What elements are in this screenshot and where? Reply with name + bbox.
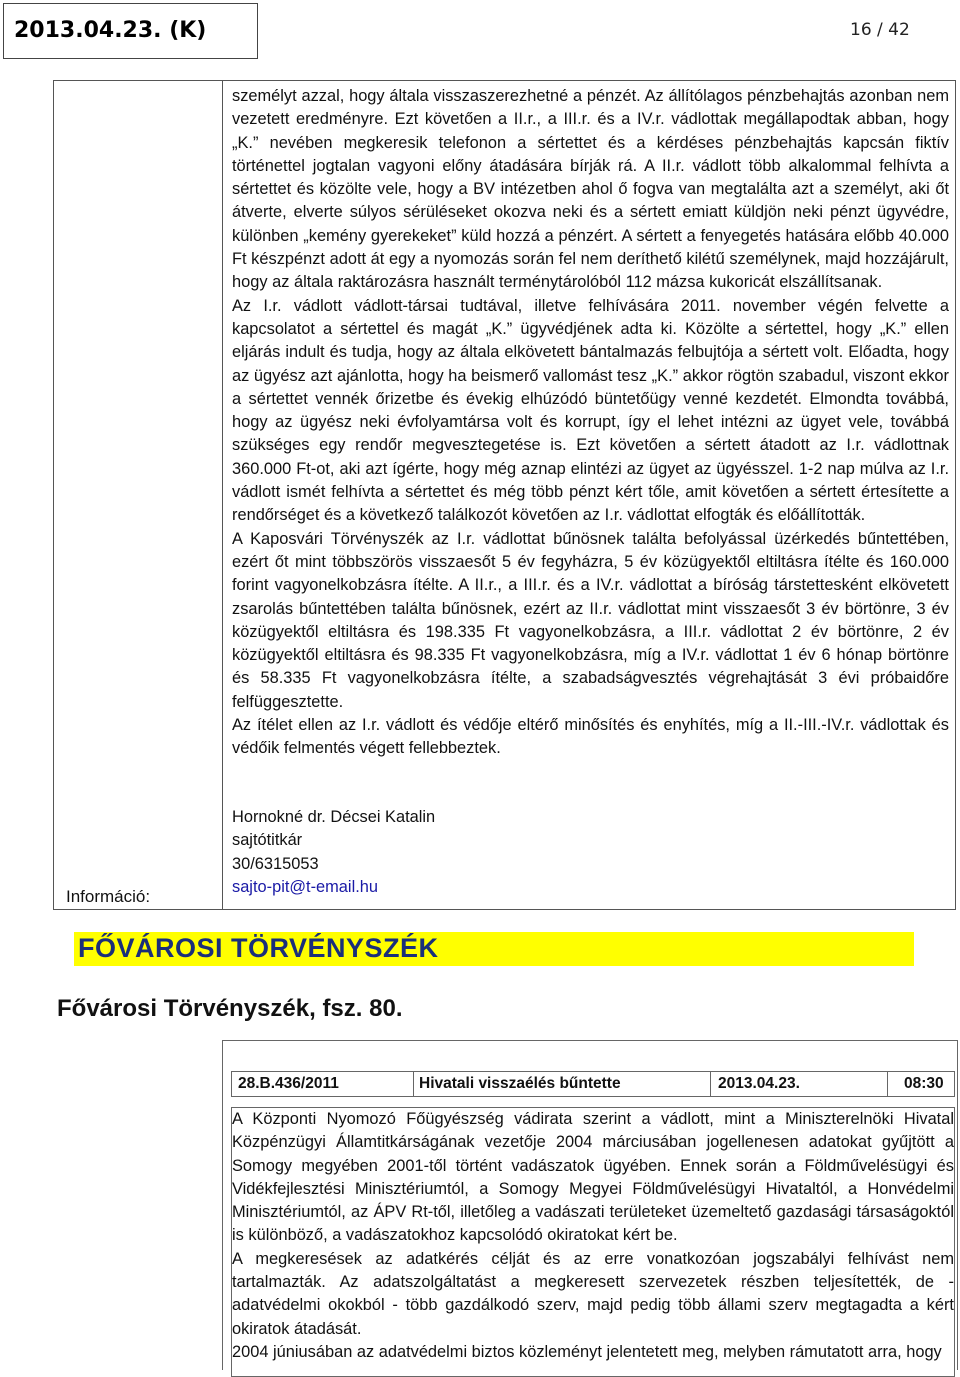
- header-date-box: [3, 3, 258, 59]
- info-label: Információ:: [66, 887, 151, 906]
- info-table: [53, 80, 956, 910]
- info-paragraph: A Kaposvári Törvényszék az I.r. vádlottat bűnösnek találta befolyással üzérkedés bűntettében, ezért őt mint többszörös visszaesőt 5 év fegyházra, 5 év közügyektől eltiltásra ítélte és 160.000 forint vagyonelkobzásra ítélte. A II.r., a III.r. és a IV.r. vádlottat a bíróság társtettesként elkövetett zsarolás bűntettében találta bűnösnek, ezért az II.r. vádlottat mint visszaesőt 3 év börtönre, 3 év közügyektől eltiltásra és 198.335 Ft vagyonelkobzásra, a III.r. vádlottat 2 év börtönre, 2 év közügyektől eltiltásra és 98.335 Ft vagyonelkobzásra, míg a IV.r. vádlottat 1 év 6 hónap börtönre és 58.335 Ft vagyonelkobzásra ítélte, a szabadságvesztés végrehajtását 3 évi próbaidőre felfüggesztette.: [232, 529, 949, 711]
- info-paragraph: Az I.r. vádlott vádlott-társai tudtával, illetve felhívására 2011. november végén felvette a kapcsolatot a sértettel és magát „K.” ügyvédjének adta ki. Közölte a sértettel, hogy „K.” ellen eljárás indult és tudja, hogy az általa elkövetett bántalmazás felbujtója a sértett volt. Előadta, hogy az ügyész azt ajánlotta, hogy ha beismerő vallomást tesz „K.” akkor rögtön szabadul, viszont ekkor a sértettet vennék őrizetbe és évekig elhúzódó büntetőügy venné kezdetét. Elmondta továbbá, hogy az ügyész neki évfolyamtársa volt és korrupt, így el lehet intézni az ügyet vele, továbbá szükséges egy rendőr megvesztegetése is. Ezt követően a sértett átadott az I.r. vádlottnak 360.000 Ft-ot, aki azt ígérte, hogy még aznap elintézi az ügyet az ügyésszel. 1-2 nap múlva az I.r. vádlott ismét felhívta a sértettet és még több pénzt kért tőle, amit követően a sértett értesítette a rendőrséget és a következő találkozót követően az I.r. vádlottat elfogták és előállították.: [232, 296, 949, 525]
- info-paragraph: személyt azzal, hogy általa visszaszerezhetné a pénzét. Az állítólagos pénzbehajtás azonban nem vezetett eredményre. Ezt követően a II.r., a III.r. és a IV.r. vádlottak megállapodtak abban, hogy „K.” nevében megkeresik telefonon a sértettet és a kérdéses pénzbehajtás kapcsán fiktív történettel jogtalan vagyoni előny átadására bírják rá. A II.r. vádlott több alkalommal felhívta a sértettet és közölte vele, hogy a BV intézetben ahol ő fogva van megtalálta azt a személyt, aki őt átverte, elverte súlyos sérüléseket okozva neki és a sértett emiatt küldjön neki pénzt ügyvédre, különben „kemény gyerekeket” küld hozzá a pénzért. A sértett a fenyegetés hatására előbb 40.000 Ft készpénzt adott át egy a nyomozás során fel nem deríthető kilétű személynek, majd hozzájárult, hogy az általa raktározásra használt terménytárolóból 112 mázsa kukoricát elszállítsanak.: [232, 87, 949, 292]
- court-location: Fővárosi Törvényszék, fsz. 80.: [57, 995, 403, 1022]
- case-paragraph: A Központi Nyomozó Főügyészség vádirata szerint a vádlott, mint a Miniszterelnöki Hivatal Közpénzügyi Államtitkárságának vezetője 2004 márciusában jogellenesen adatokat gyűjtött a Somogy megyében 2001-től történt vadászatok ügyében. Ennek során a Földművelésügyi és Vidékfejlesztési Minisztériumtól, a Somogy Megyei Földművelésügyi Hivataltól, a Honvédelmi Minisztériumtól, az ÁPV Rt-től, illetőleg a vadászati területeket üzemeltető gazdasági társaságoktól is különböző, a vadászatokhoz kapcsolódó okiratokat kért be.: [232, 1110, 954, 1245]
- contact-phone: 30/6315053: [232, 854, 319, 873]
- page-number: 16 / 42: [850, 20, 910, 40]
- case-divider: [887, 1072, 888, 1096]
- info-body: [232, 85, 949, 761]
- header-date: 2013.04.23. (K): [14, 18, 207, 43]
- case-time: 08:30: [904, 1075, 944, 1092]
- contact-name: Hornokné dr. Décsei Katalin: [232, 808, 436, 826]
- case-divider: [710, 1072, 711, 1096]
- court-title: FŐVÁROSI TÖRVÉNYSZÉK: [78, 933, 439, 963]
- case-header-row: [231, 1071, 955, 1097]
- court-banner: [74, 932, 914, 966]
- case-box: [222, 1040, 958, 1370]
- case-divider: [413, 1072, 414, 1096]
- case-body: [231, 1107, 955, 1377]
- info-paragraph: Az ítélet ellen az I.r. vádlott és védője eltérő minősítés és enyhítés, míg a II.-III.-IV.r. vádlottak és védőik felmentés végett fellebbeztek.: [232, 716, 949, 758]
- contact-block: [232, 806, 435, 899]
- info-label-cell: [54, 81, 223, 909]
- contact-email-link[interactable]: sajto-pit@t-email.hu: [232, 877, 378, 896]
- case-paragraph: A megkeresések az adatkérés célját és az erre vonatkozóan jogszabályi felhívást nem tartalmazták. Az adatszolgáltatást a megkeresett szervezetek részben teljesítették, de - adatvédelmi okokból - több gazdálkodó szerv, majd pedig több állami szerv megtagadta a kért okiratok átadását.: [232, 1249, 954, 1338]
- case-crime: Hivatali visszaélés bűntette: [419, 1075, 621, 1092]
- case-paragraph: 2004 júniusában az adatvédelmi biztos közleményt jelentetett meg, melyben rámutatott arra, hogy: [232, 1342, 942, 1361]
- contact-role: sajtótitkár: [232, 831, 303, 850]
- case-number: 28.B.436/2011: [238, 1075, 339, 1092]
- case-date: 2013.04.23.: [718, 1075, 800, 1092]
